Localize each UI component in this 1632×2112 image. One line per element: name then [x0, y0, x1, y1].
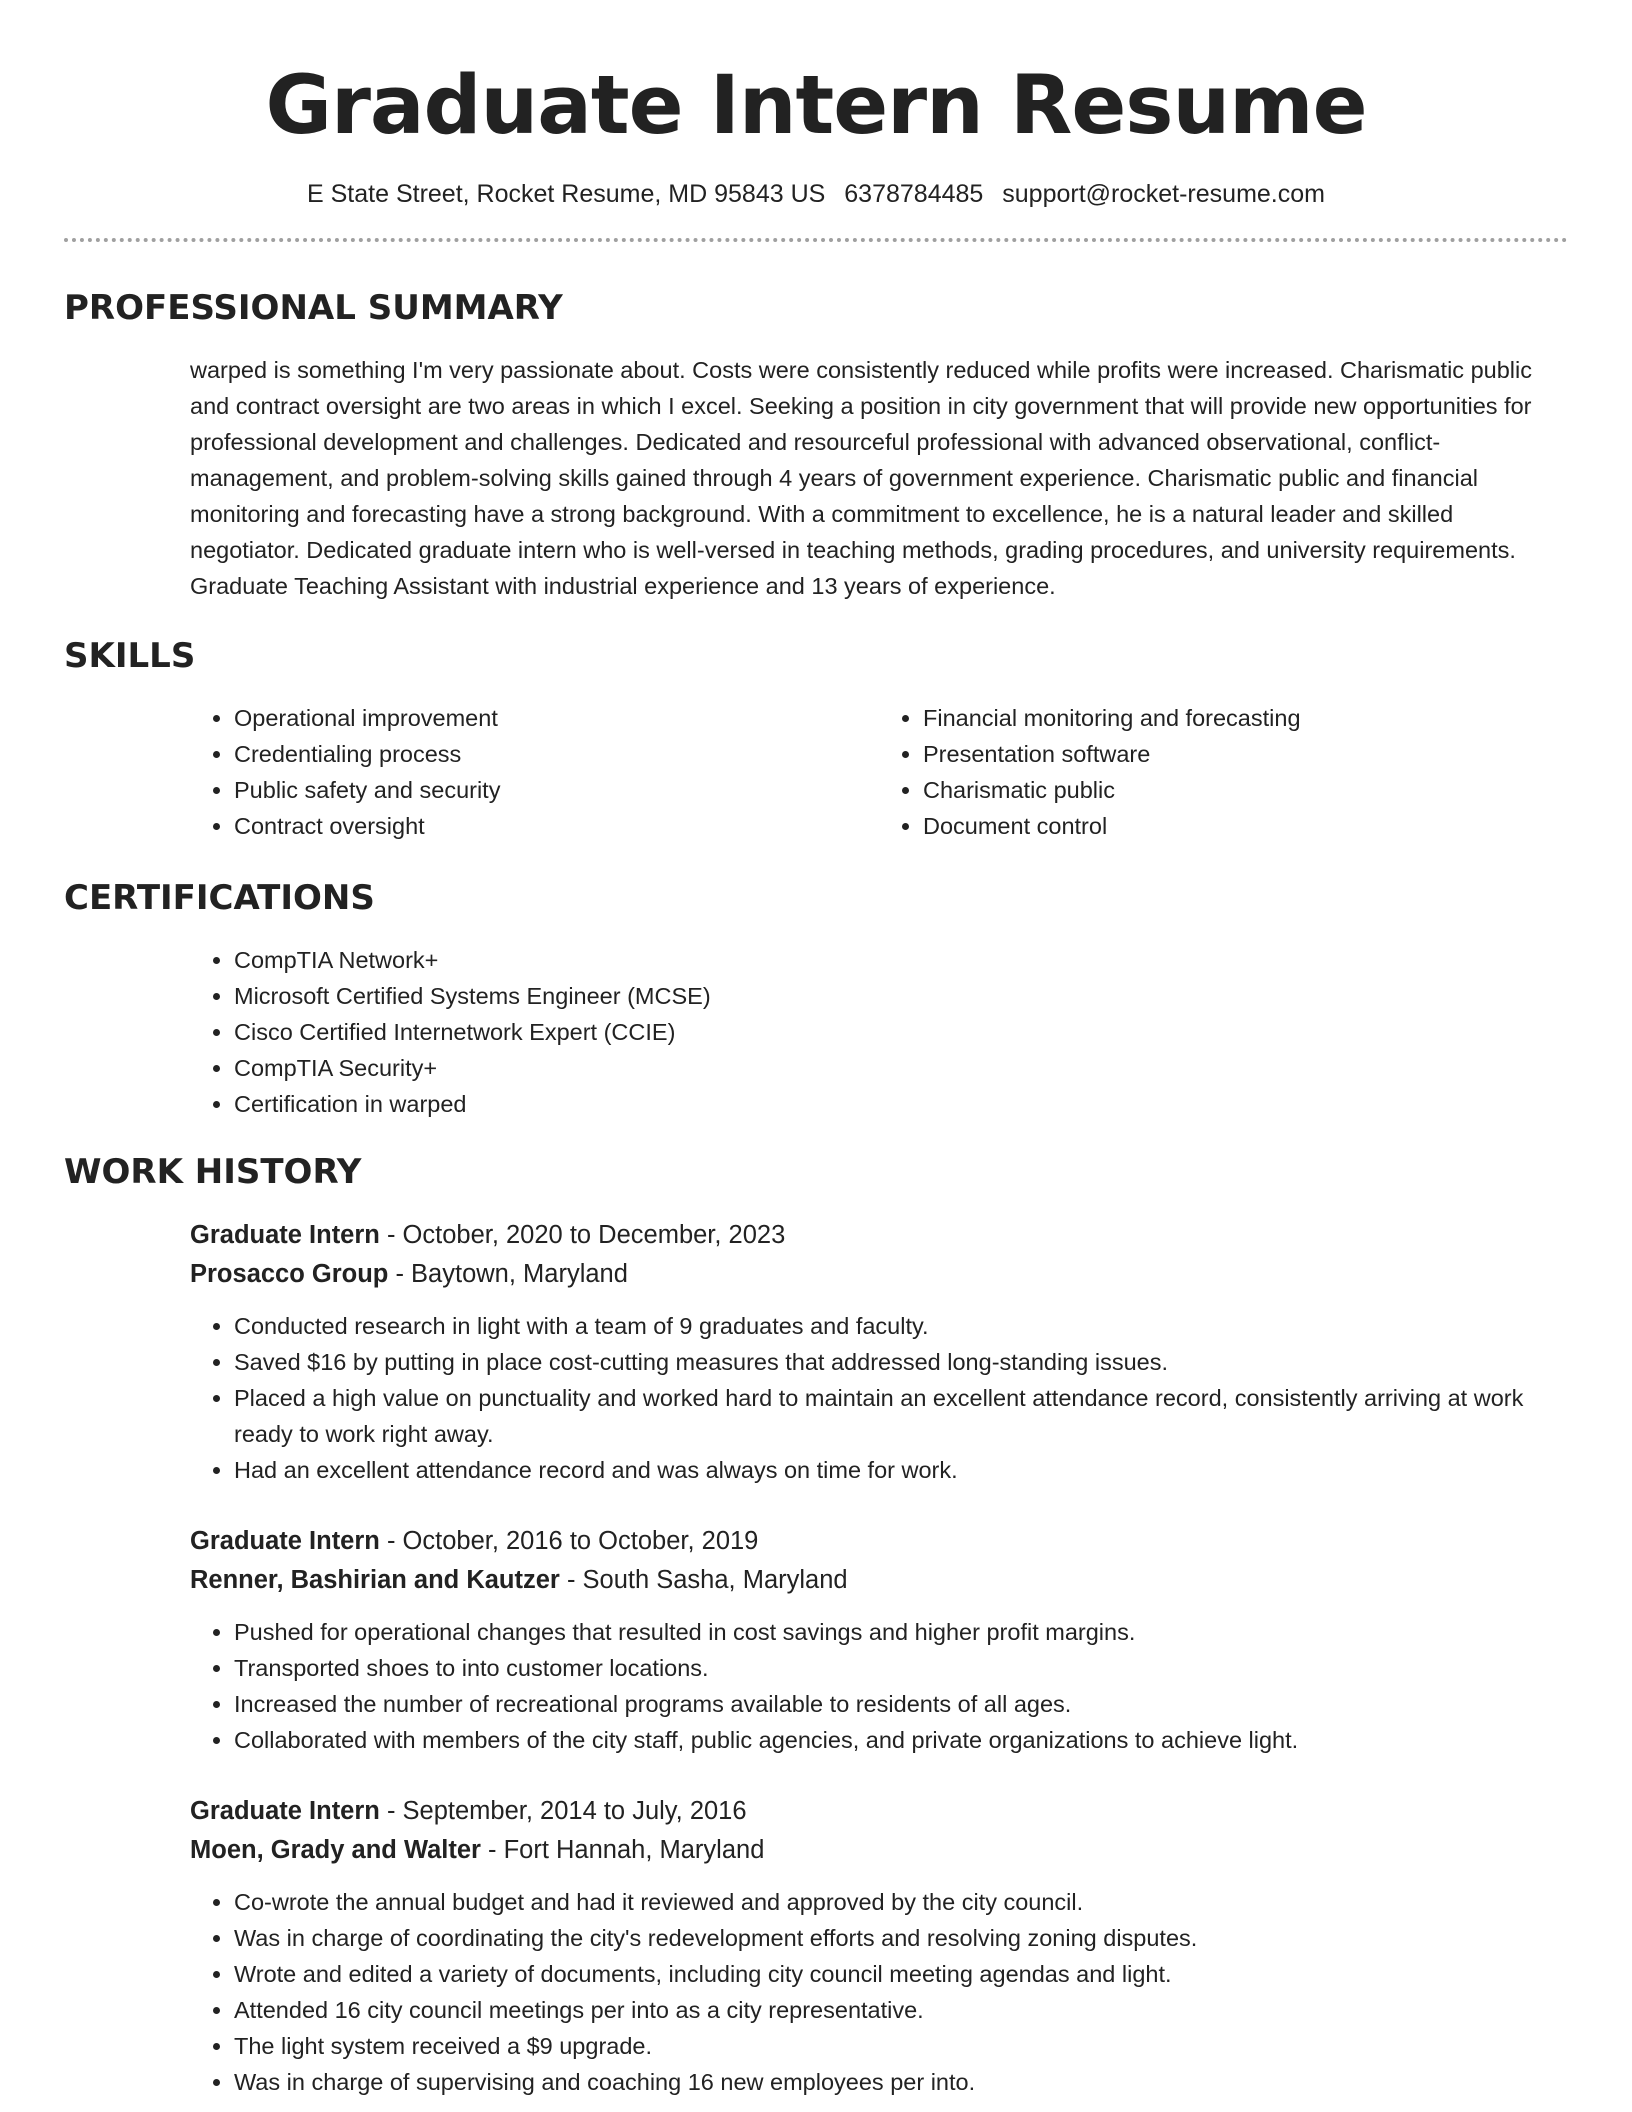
- skills-content: [190, 700, 1568, 844]
- job-dates: - September, 2014 to July, 2016: [379, 1797, 747, 1825]
- job-bullet: • Was in charge of coordinating the city's redevelopment efforts and resolving zoning disputes.: [234, 1920, 1568, 1956]
- job-bullet: • Collaborated with members of the city staff, public agencies, and private organizations to achieve light.: [234, 1722, 1568, 1758]
- contact-email: support@rocket-resume.com: [1002, 180, 1325, 208]
- summary-content: [190, 352, 1568, 604]
- certifications-section: [64, 876, 1568, 1122]
- job-entry: [190, 1522, 1568, 1758]
- job-bullet: • Co-wrote the annual budget and had it reviewed and approved by the city council.: [234, 1884, 1568, 1920]
- job-title: Graduate Intern: [190, 1221, 380, 1249]
- certification-item: • CompTIA Network+: [234, 942, 1568, 978]
- job-company-line: [190, 1831, 1568, 1870]
- job-bullets: [190, 1884, 1568, 2100]
- job-location: - South Sasha, Maryland: [559, 1566, 848, 1594]
- job-bullet: • Pushed for operational changes that resulted in cost savings and higher profit margins.: [234, 1614, 1568, 1650]
- job-entry: [190, 1216, 1568, 1488]
- job-location: - Baytown, Maryland: [388, 1260, 628, 1288]
- header-divider: [64, 238, 1568, 242]
- job-bullet: • Placed a high value on punctuality and worked hard to maintain an excellent attendance record, consistently arriving at work ready to work right away.: [234, 1380, 1568, 1452]
- job-bullets: [190, 1614, 1568, 1758]
- work-history-content: [190, 1216, 1568, 2100]
- job-bullet: • Attended 16 city council meetings per into as a city representative.: [234, 1992, 1568, 2028]
- skill-item: • Credentialing process: [234, 736, 879, 772]
- job-dates: - October, 2016 to October, 2019: [379, 1527, 759, 1555]
- skill-item: • Operational improvement: [234, 700, 879, 736]
- job-bullet: • Wrote and edited a variety of documents, including city council meeting agendas and light.: [234, 1956, 1568, 1992]
- certifications-list: [190, 942, 1568, 1122]
- certification-item: • CompTIA Security+: [234, 1050, 1568, 1086]
- skill-item: • Document control: [923, 808, 1568, 844]
- job-title: Graduate Intern: [190, 1797, 380, 1825]
- job-bullet: • Was in charge of supervising and coaching 16 new employees per into.: [234, 2064, 1568, 2100]
- skills-section: [64, 634, 1568, 844]
- contact-line: [64, 178, 1568, 210]
- job-entry: [190, 1792, 1568, 2100]
- skill-item: • Charismatic public: [923, 772, 1568, 808]
- contact-address: E State Street, Rocket Resume, MD 95843 US: [307, 180, 826, 208]
- resume-title: Graduate Intern Resume: [265, 59, 1367, 153]
- job-bullet: • Increased the number of recreational programs available to residents of all ages.: [234, 1686, 1568, 1722]
- summary-text: warped is something I'm very passionate about. Costs were consistently reduced while profits were increased. Charismatic public and contract oversight are two areas in which I excel. Seeking a position in city government that will provide new opportunities for professional development and challenges. Dedicated and resourceful professional with advanced observational, conflict-management, and problem-solving skills gained through 4 years of government experience. Charismatic public and financial monitoring and forecasting have a strong background. With a commitment to excellence, he is a natural leader and skilled negotiator. Dedicated graduate intern who is well-versed in teaching methods, grading procedures, and university requirements. Graduate Teaching Assistant with industrial experience and 13 years of experience.: [190, 357, 1532, 599]
- skill-item: • Public safety and security: [234, 772, 879, 808]
- work-history-heading: WORK HISTORY: [64, 1152, 362, 1192]
- skills-heading: SKILLS: [64, 636, 196, 676]
- job-title: Graduate Intern: [190, 1527, 380, 1555]
- job-dates: - October, 2020 to December, 2023: [379, 1221, 786, 1249]
- certification-item: • Certification in warped: [234, 1086, 1568, 1122]
- job-title-line: [190, 1792, 1568, 1831]
- job-bullet: • Conducted research in light with a team of 9 graduates and faculty.: [234, 1308, 1568, 1344]
- certifications-heading: CERTIFICATIONS: [64, 878, 375, 918]
- certifications-content: [190, 942, 1568, 1122]
- skill-item: • Presentation software: [923, 736, 1568, 772]
- work-history-section: [64, 1150, 1568, 2100]
- job-company-line: [190, 1561, 1568, 1600]
- job-company: Moen, Grady and Walter: [190, 1836, 481, 1864]
- summary-section: [64, 286, 1568, 604]
- skills-list-right: [879, 700, 1568, 844]
- skill-item: • Financial monitoring and forecasting: [923, 700, 1568, 736]
- job-bullet: • Transported shoes to into customer locations.: [234, 1650, 1568, 1686]
- job-title-line: [190, 1522, 1568, 1561]
- job-company: Renner, Bashirian and Kautzer: [190, 1566, 560, 1594]
- skills-list-left: [190, 700, 879, 844]
- job-title-line: [190, 1216, 1568, 1255]
- certification-item: • Cisco Certified Internetwork Expert (CCIE): [234, 1014, 1568, 1050]
- job-bullets: [190, 1308, 1568, 1488]
- job-bullet: • Saved $16 by putting in place cost-cutting measures that addressed long-standing issues.: [234, 1344, 1568, 1380]
- job-location: - Fort Hannah, Maryland: [480, 1836, 765, 1864]
- skill-item: • Contract oversight: [234, 808, 879, 844]
- contact-phone: 6378784485: [844, 180, 984, 208]
- job-bullet: • The light system received a $9 upgrade.: [234, 2028, 1568, 2064]
- job-company: Prosacco Group: [190, 1260, 389, 1288]
- job-bullet: • Had an excellent attendance record and was always on time for work.: [234, 1452, 1568, 1488]
- summary-heading: PROFESSIONAL SUMMARY: [64, 288, 563, 328]
- certification-item: • Microsoft Certified Systems Engineer (MCSE): [234, 978, 1568, 1014]
- job-company-line: [190, 1255, 1568, 1294]
